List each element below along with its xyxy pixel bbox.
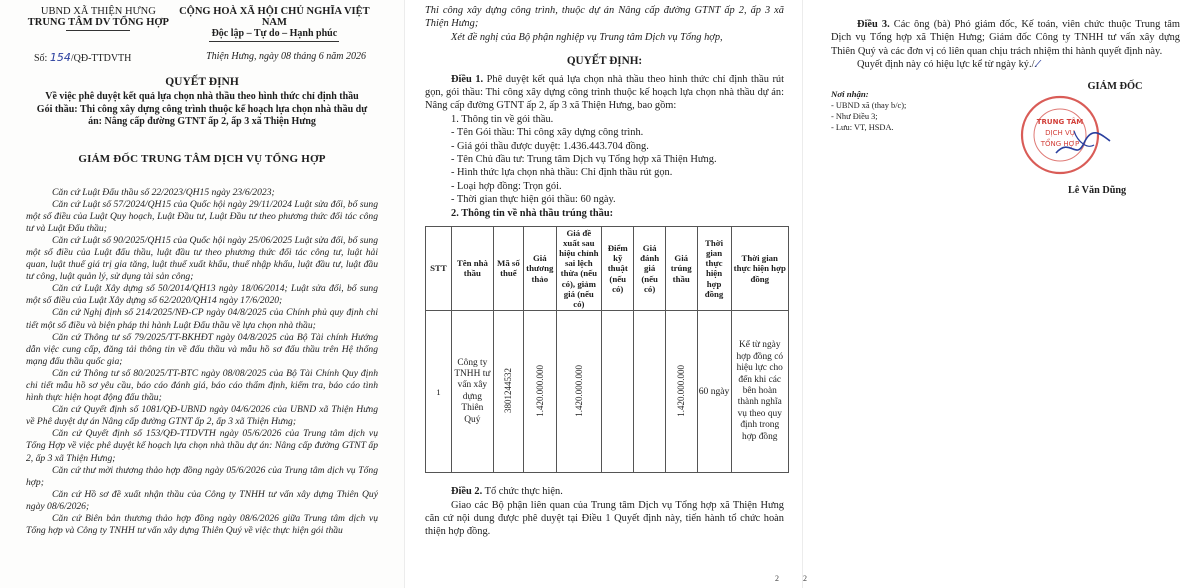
package-info-item: - Loại hợp đồng: Trọn gói. <box>451 180 562 192</box>
seal-text: TỔNG HỢP <box>1040 140 1080 149</box>
basis-item: Căn cứ Luật Đấu thầu số 22/2023/QH15 ngày 23/6/2023; <box>52 186 275 198</box>
basis-item: Căn cứ Biên bản thương thảo hợp đồng ngày 08/6/2026 giữa Trung tâm dịch vụ Tổng hợp và Công ty TNHH tư vấn xây dựng Thiên Quý về việc thực hiện gói thầu <box>26 513 378 537</box>
handwritten-mark: ⁄ <box>1037 58 1039 70</box>
article-2-text: Giao các Bộ phận liên quan của Trung tâm Dịch vụ Tổng hợp xã Thiện Hưng căn cứ nội dung được phê duyệt tại Điều 1 Quyết định này, tiến hành tổ chức hoàn thiện hợp đồng. <box>425 499 784 538</box>
continued-basis: Thi công xây dựng công trình, thuộc dự án Nâng cấp đường GTNT ấp 2, ấp 3 xã Thiện Hưng; <box>425 5 784 30</box>
cell-duration: 60 ngày <box>697 311 731 473</box>
recipient-item: - Như Điều 3; <box>831 112 878 122</box>
basis-item: Căn cứ Thông tư số 80/2025/TT-BTC ngày 08/08/2025 của Bộ Tài Chính Quy định chi tiết mẫu hồ sơ yêu cầu, báo cáo đánh giá, báo cáo thẩm định, kiểm tra, báo cáo tình hình thực hiện hoạt động đấu thầu; <box>26 367 378 404</box>
package-info-item: - Giá gói thầu được duyệt: 1.436.443.704 đồng. <box>451 140 649 152</box>
package-info-item: - Hình thức lựa chọn nhà thầu: Chỉ định thầu rút gọn. <box>451 167 673 179</box>
page-number: 2 <box>775 574 779 583</box>
article-3 <box>831 18 1180 58</box>
handwritten-number: 154 <box>49 51 71 64</box>
recipients <box>831 81 981 201</box>
director-heading: GIÁM ĐỐC TRUNG TÂM DỊCH VỤ TỔNG HỢP <box>78 152 326 165</box>
divider <box>209 41 339 42</box>
reference-row <box>26 51 378 64</box>
cell-negotiated-price <box>524 311 557 473</box>
country-name: CỘNG HOÀ XÃ HỘI CHỦ NGHĨA VIỆT NAM <box>179 6 370 28</box>
package-info-item: - Tên Gói thầu: Thi công xây dựng công trình. <box>451 127 644 139</box>
cell-evaluated-price <box>634 311 665 473</box>
seal-text: TRUNG TÂM <box>1036 118 1084 127</box>
col-header: Tên nhà thầu <box>451 226 493 311</box>
article-label: Điều 2. <box>451 486 483 498</box>
winning-bidder-table <box>425 226 789 474</box>
page-number: 2 <box>803 574 807 583</box>
cell-tax-code <box>493 311 523 473</box>
effective-text: Quyết định này có hiệu lực kể từ ngày ký./. <box>857 58 1038 70</box>
col-header: STT <box>426 226 452 311</box>
col-header: Thời gian thực hiện hợp đồng <box>697 226 731 311</box>
recipient-item: - UBND xã (thay b/c); <box>831 101 907 111</box>
cell-adjusted-price <box>556 311 601 473</box>
page-1 <box>0 0 404 588</box>
cell-bidder-name: Công ty TNHH tư vấn xây dựng Thiên Quý <box>451 311 493 473</box>
winner-title: 2. Thông tin về nhà thầu trúng thầu: <box>451 207 614 219</box>
document-title: QUYẾT ĐỊNH <box>165 76 239 88</box>
basis-item: Căn cứ Luật Xây dựng số 50/2014/QH13 ngày 18/06/2014; Luật sửa đổi, bổ sung một số điều của Luật Xây dựng số 62/2020/QH14 ngày 17/6/2020; <box>26 283 378 307</box>
page-3 <box>802 0 1200 588</box>
col-header: Giá đánh giá (nếu có) <box>634 226 665 311</box>
article-label: Điều 1. <box>451 73 484 85</box>
document-header <box>26 6 378 42</box>
agency-parent: UBND XÃ THIỆN HƯNG <box>40 6 156 17</box>
signer-title: GIÁM ĐỐC <box>1087 81 1143 93</box>
cell-technical-score <box>602 311 634 473</box>
basis-item: Căn cứ Thông tư số 79/2025/TT-BKHĐT ngày 04/8/2025 của Bộ Tài chính Hướng dẫn việc cung cấp, đăng tải thông tin về đấu thầu và mẫu hồ sơ đấu thầu trên Hệ thống mạng đấu thầu quốc gia; <box>26 331 378 367</box>
article-text: Các ông (bà) Phó giám đốc, Kế toán, viên chức thuộc Trung tâm Dịch vụ Tổng hợp xã Thiện Hưng; Giám đốc Công ty TNHH tư vấn xây dựng Thiên Quý và các đơn vị có liên quan chịu trách nhiệm thi hành quyết định này. <box>831 19 1180 57</box>
page-2 <box>404 0 802 588</box>
col-header: Giá trúng thầu <box>665 226 697 311</box>
adjusted-price-text: 1.420.000.000 <box>573 364 584 417</box>
article-1 <box>425 73 784 113</box>
recipient-item: - Lưu: VT, HSDA. <box>831 123 894 133</box>
negotiated-price-text: 1.420.000.000 <box>534 364 545 417</box>
subject-line: án: Nâng cấp đường GTNT ấp 2, ấp 3 xã Thiện Hưng <box>88 116 316 127</box>
issue-date: Thiện Hưng, ngày 08 tháng 6 năm 2026 <box>206 51 366 62</box>
cell-winning-price <box>665 311 697 473</box>
decision-heading: QUYẾT ĐỊNH: <box>566 54 643 67</box>
col-header: Điểm kỹ thuật (nếu có) <box>602 226 634 311</box>
effective-clause <box>831 58 1180 71</box>
recipients-title: Nơi nhận: <box>831 89 869 100</box>
signer <box>1010 81 1180 201</box>
document-number <box>26 51 131 64</box>
national-motto <box>171 6 378 42</box>
basis-item: Căn cứ Luật số 90/2025/QH15 của Quốc hội ngày 25/06/2025 Luật sửa đổi, bổ sung một số điều của Luật đấu thầu, luật đầu tư theo phương thức đối tác công tư, luật hải quan, luật thuế giá trị gia tăng, luật thuế xuất khẩu, thuế nhập khẩu, luật đầu tư, luật đầu tư công, luật quản lý, sử dụng tài sản công; <box>26 234 378 283</box>
tax-code-text: 3801244532 <box>503 368 514 414</box>
number-prefix: Số: <box>34 53 50 64</box>
table-header-row <box>426 226 789 311</box>
cell-stt: 1 <box>426 311 452 473</box>
legal-basis <box>26 187 378 538</box>
divider <box>66 30 130 31</box>
package-info-item: - Tên Chủ đầu tư: Trung tâm Dịch vụ Tổng hợp xã Thiện Hưng. <box>451 154 717 165</box>
col-header: Giá đề xuất sau hiệu chỉnh sai lệch thừa (nếu có), giảm giá (nếu có) <box>556 226 601 311</box>
article-title: Tổ chức thực hiện. <box>482 486 563 498</box>
basis-item: Căn cứ Quyết định số 1081/QĐ-UBND ngày 04/6/2026 của UBND xã Thiện Hưng về Phê duyệt dự án Nâng cấp đường GTNT ấp 2, ấp 3 xã Thiện Hưng; <box>26 404 378 428</box>
basis-item: Căn cứ Luật số 57/2024/QH15 của Quốc hội ngày 29/11/2024 Luật sửa đổi, bổ sung một số điều của Luật Quy hoạch, Luật Đầu tư, Luật Đầu tư theo phương thức đối tác công tư và Luật Đấu thầu; <box>26 198 378 234</box>
package-info-item: - Thời gian thực hiện gói thầu: 60 ngày. <box>451 194 616 206</box>
article-text: Phê duyệt kết quả lựa chọn nhà thầu theo hình thức chỉ định thầu rút gọn, gói thầu: Thi công xây dựng công trình thuộc kế hoạch lựa chọn nhà thầu dự án: Nâng cấp đường GTNT ấp 2, ấp 3 xã Thiện Hưng, bao gồm: <box>425 73 784 112</box>
subject-line: Về việc phê duyệt kết quả lựa chọn nhà thầu theo hình thức chỉ định thầu <box>45 91 359 102</box>
signature-block <box>831 81 1180 201</box>
agency-name: TRUNG TÂM DV TỔNG HỢP <box>27 17 169 28</box>
article-2-title <box>425 485 784 498</box>
table-row <box>426 311 789 473</box>
col-header: Mã số thuế <box>493 226 523 311</box>
col-header: Thời gian thực hiện hợp đồng <box>731 226 789 311</box>
official-seal <box>1018 91 1114 183</box>
number-suffix: /QĐ-TTDVTH <box>70 53 132 64</box>
signer-name: Lê Văn Dũng <box>1068 185 1127 197</box>
basis-item: Căn cứ Quyết định số 153/QĐ-TTDVTH ngày 05/6/2026 của Trung tâm dịch vụ Tổng Hợp về việc phê duyệt kế hoạch lựa chọn nhà thầu dự án: Nâng cấp đường GTNT ấp 2, ấp 3 xã Thiện Hưng; <box>26 428 378 464</box>
seal-text: DỊCH VỤ <box>1045 129 1075 138</box>
document-subject <box>26 91 378 129</box>
col-header: Giá thương thảo <box>524 226 557 311</box>
proposal-line: Xét đề nghị của Bộ phận nghiệp vụ Trung tâm Dịch vụ Tổng hợp, <box>451 31 723 43</box>
article-label: Điều 3. <box>857 19 890 30</box>
winning-price-text: 1.420.000.000 <box>676 364 687 417</box>
package-info-title: 1. Thông tin về gói thầu. <box>451 113 554 125</box>
basis-item: Căn cứ Nghị định số 214/2025/NĐ-CP ngày 04/8/2025 của Chính phủ quy định chi tiết một số điều và biện pháp thi hành Luật Đấu thầu về lựa chọn nhà thầu; <box>26 307 378 331</box>
motto: Độc lập – Tự do – Hạnh phúc <box>211 28 338 39</box>
subject-line: Gói thầu: Thi công xây dựng công trình thuộc kế hoạch lựa chọn nhà thầu dự <box>36 103 368 115</box>
cell-period: Kể từ ngày hợp đồng có hiệu lực cho đến khi các bên hoàn thành nghĩa vụ theo quy định trong hợp đồng <box>731 311 789 473</box>
basis-item: Căn cứ thư mời thương thảo hợp đồng ngày 05/6/2026 của Trung tâm dịch vụ Tổng hợp; <box>26 464 378 488</box>
issuing-agency <box>26 6 171 42</box>
basis-item: Căn cứ Hồ sơ đề xuất nhận thầu của Công ty TNHH tư vấn xây dựng Thiên Quý ngày 08/6/2026; <box>26 488 378 512</box>
